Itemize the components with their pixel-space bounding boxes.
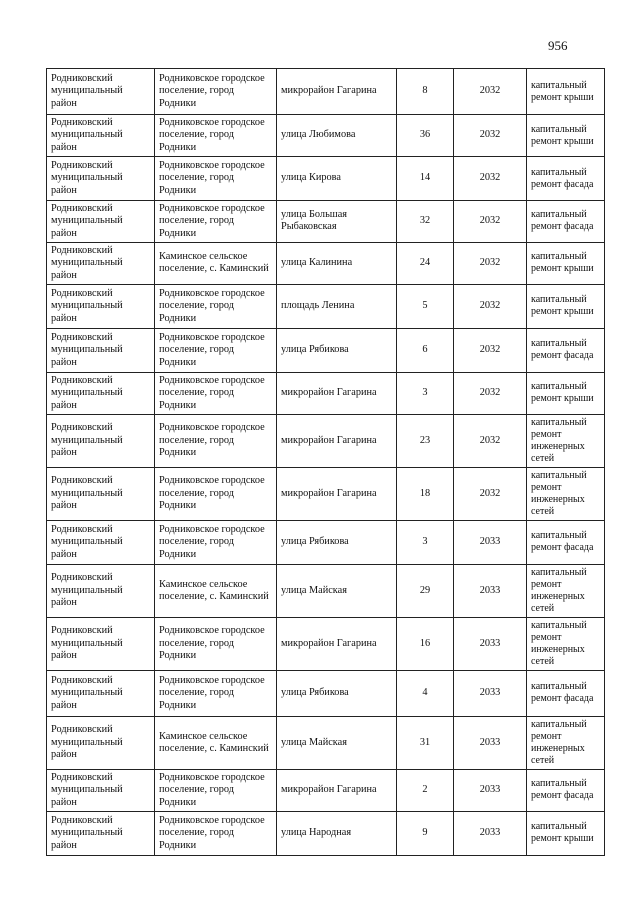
table-row — [47, 414, 605, 467]
street-cell: улица Калинина — [277, 242, 397, 284]
house-number-cell: 14 — [397, 157, 454, 201]
table-row — [47, 201, 605, 243]
settlement-cell: Родниковское городское поселение, город Родники — [155, 115, 277, 157]
settlement-cell: Каминское сельское поселение, с. Каминский — [155, 716, 277, 769]
district-cell: Родниковский муниципальный район — [47, 520, 155, 564]
district-cell: Родниковский муниципальный район — [47, 716, 155, 769]
settlement-cell: Родниковское городское поселение, город Родники — [155, 520, 277, 564]
table-row — [47, 769, 605, 811]
year-cell: 2033 — [454, 617, 527, 670]
table-row — [47, 811, 605, 855]
house-number-cell: 3 — [397, 520, 454, 564]
street-cell: улица Любимова — [277, 115, 397, 157]
district-cell: Родниковский муниципальный район — [47, 328, 155, 372]
house-number-cell: 36 — [397, 115, 454, 157]
year-cell: 2032 — [454, 284, 527, 328]
house-number-cell: 8 — [397, 69, 454, 115]
work-type-cell: капитальный ремонт крыши — [527, 284, 605, 328]
year-cell: 2032 — [454, 157, 527, 201]
district-cell: Родниковский муниципальный район — [47, 115, 155, 157]
year-cell: 2033 — [454, 670, 527, 716]
year-cell: 2032 — [454, 467, 527, 520]
district-cell: Родниковский муниципальный район — [47, 157, 155, 201]
district-cell: Родниковский муниципальный район — [47, 670, 155, 716]
street-cell: улица Рябикова — [277, 328, 397, 372]
street-cell: площадь Ленина — [277, 284, 397, 328]
street-cell: микрорайон Гагарина — [277, 372, 397, 414]
settlement-cell: Родниковское городское поселение, город Родники — [155, 157, 277, 201]
work-type-cell: капитальный ремонт инженерных сетей — [527, 716, 605, 769]
table-row — [47, 284, 605, 328]
year-cell: 2033 — [454, 564, 527, 617]
work-type-cell: капитальный ремонт фасада — [527, 520, 605, 564]
work-type-cell: капитальный ремонт инженерных сетей — [527, 414, 605, 467]
house-number-cell: 23 — [397, 414, 454, 467]
table-row — [47, 467, 605, 520]
district-cell: Родниковский муниципальный район — [47, 284, 155, 328]
house-number-cell: 29 — [397, 564, 454, 617]
work-type-cell: капитальный ремонт фасада — [527, 328, 605, 372]
settlement-cell: Родниковское городское поселение, город Родники — [155, 769, 277, 811]
work-type-cell: капитальный ремонт фасада — [527, 157, 605, 201]
settlement-cell: Родниковское городское поселение, город Родники — [155, 328, 277, 372]
district-cell: Родниковский муниципальный район — [47, 414, 155, 467]
district-cell: Родниковский муниципальный район — [47, 769, 155, 811]
work-type-cell: капитальный ремонт инженерных сетей — [527, 564, 605, 617]
settlement-cell: Родниковское городское поселение, город Родники — [155, 467, 277, 520]
work-type-cell: капитальный ремонт инженерных сетей — [527, 617, 605, 670]
year-cell: 2032 — [454, 115, 527, 157]
work-type-cell: капитальный ремонт крыши — [527, 372, 605, 414]
district-cell: Родниковский муниципальный район — [47, 69, 155, 115]
year-cell: 2032 — [454, 372, 527, 414]
year-cell: 2033 — [454, 769, 527, 811]
settlement-cell: Родниковское городское поселение, город Родники — [155, 670, 277, 716]
table-body — [47, 69, 605, 856]
district-cell: Родниковский муниципальный район — [47, 467, 155, 520]
house-number-cell: 6 — [397, 328, 454, 372]
table-row — [47, 157, 605, 201]
street-cell: микрорайон Гагарина — [277, 617, 397, 670]
street-cell: улица Кирова — [277, 157, 397, 201]
table-row — [47, 372, 605, 414]
registry-table — [46, 68, 605, 856]
work-type-cell: капитальный ремонт крыши — [527, 811, 605, 855]
street-cell: улица Народная — [277, 811, 397, 855]
house-number-cell: 31 — [397, 716, 454, 769]
work-type-cell: капитальный ремонт инженерных сетей — [527, 467, 605, 520]
year-cell: 2032 — [454, 201, 527, 243]
street-cell: улица Большая Рыбаковская — [277, 201, 397, 243]
district-cell: Родниковский муниципальный район — [47, 372, 155, 414]
work-type-cell: капитальный ремонт крыши — [527, 242, 605, 284]
street-cell: микрорайон Гагарина — [277, 467, 397, 520]
street-cell: микрорайон Гагарина — [277, 69, 397, 115]
year-cell: 2032 — [454, 328, 527, 372]
settlement-cell: Родниковское городское поселение, город Родники — [155, 811, 277, 855]
street-cell: микрорайон Гагарина — [277, 769, 397, 811]
settlement-cell: Родниковское городское поселение, город Родники — [155, 617, 277, 670]
page-number: 956 — [548, 38, 568, 53]
table-row — [47, 716, 605, 769]
street-cell: микрорайон Гагарина — [277, 414, 397, 467]
settlement-cell: Родниковское городское поселение, город Родники — [155, 69, 277, 115]
house-number-cell: 3 — [397, 372, 454, 414]
year-cell: 2033 — [454, 520, 527, 564]
table-row — [47, 69, 605, 115]
street-cell: улица Майская — [277, 716, 397, 769]
work-type-cell: капитальный ремонт крыши — [527, 115, 605, 157]
house-number-cell: 24 — [397, 242, 454, 284]
table-row — [47, 115, 605, 157]
table-row — [47, 617, 605, 670]
settlement-cell: Каминское сельское поселение, с. Каминский — [155, 564, 277, 617]
street-cell: улица Майская — [277, 564, 397, 617]
house-number-cell: 18 — [397, 467, 454, 520]
house-number-cell: 9 — [397, 811, 454, 855]
settlement-cell: Родниковское городское поселение, город Родники — [155, 414, 277, 467]
table-row — [47, 242, 605, 284]
table-row — [47, 670, 605, 716]
settlement-cell: Родниковское городское поселение, город Родники — [155, 201, 277, 243]
year-cell: 2033 — [454, 716, 527, 769]
street-cell: улица Рябикова — [277, 670, 397, 716]
work-type-cell: капитальный ремонт фасада — [527, 201, 605, 243]
settlement-cell: Каминское сельское поселение, с. Каминский — [155, 242, 277, 284]
work-type-cell: капитальный ремонт крыши — [527, 69, 605, 115]
district-cell: Родниковский муниципальный район — [47, 242, 155, 284]
settlement-cell: Родниковское городское поселение, город Родники — [155, 284, 277, 328]
year-cell: 2033 — [454, 811, 527, 855]
district-cell: Родниковский муниципальный район — [47, 617, 155, 670]
house-number-cell: 32 — [397, 201, 454, 243]
settlement-cell: Родниковское городское поселение, город Родники — [155, 372, 277, 414]
district-cell: Родниковский муниципальный район — [47, 201, 155, 243]
work-type-cell: капитальный ремонт фасада — [527, 670, 605, 716]
year-cell: 2032 — [454, 69, 527, 115]
table-row — [47, 328, 605, 372]
table-row — [47, 520, 605, 564]
table-row — [47, 564, 605, 617]
district-cell: Родниковский муниципальный район — [47, 564, 155, 617]
year-cell: 2032 — [454, 414, 527, 467]
house-number-cell: 5 — [397, 284, 454, 328]
house-number-cell: 2 — [397, 769, 454, 811]
house-number-cell: 16 — [397, 617, 454, 670]
house-number-cell: 4 — [397, 670, 454, 716]
year-cell: 2032 — [454, 242, 527, 284]
district-cell: Родниковский муниципальный район — [47, 811, 155, 855]
street-cell: улица Рябикова — [277, 520, 397, 564]
work-type-cell: капитальный ремонт фасада — [527, 769, 605, 811]
